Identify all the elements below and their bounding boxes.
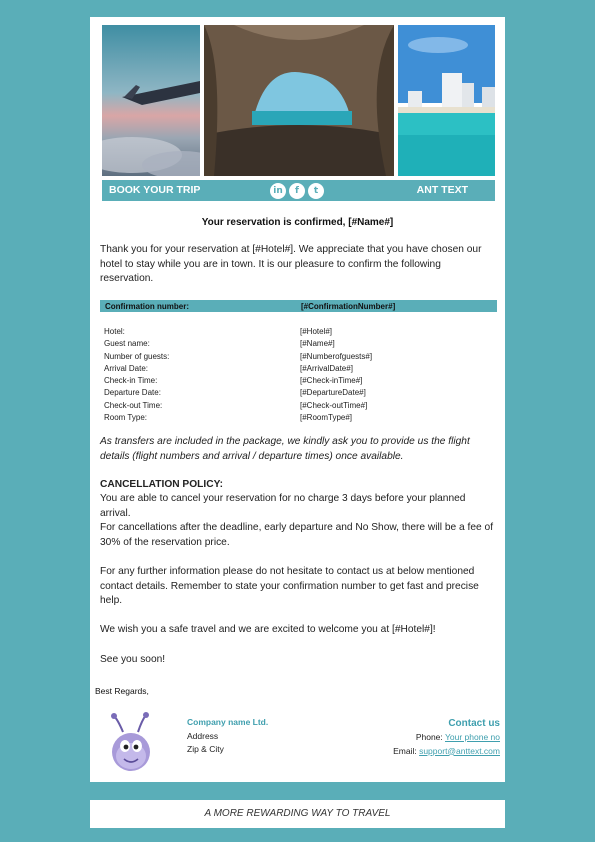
wish-text: We wish you a safe travel and we are excited to welcome you at [#Hotel#]! <box>100 624 436 635</box>
cancellation-policy-line-1: You are able to cancel your reservation for no charge 3 days before your planned arrival. <box>100 493 466 519</box>
cave-beach-photo <box>204 25 394 176</box>
hero-bar <box>102 180 495 201</box>
phone-link[interactable]: Your phone no <box>445 731 500 742</box>
detail-label: Departure Date: <box>104 388 161 398</box>
ant-text-link[interactable]: ANT TEXT <box>416 184 468 196</box>
company-zip-city: Zip & City <box>187 744 224 754</box>
cancellation-policy-title: CANCELLATION POLICY: <box>100 479 223 490</box>
linkedin-icon[interactable]: in <box>270 183 286 199</box>
detail-row <box>104 400 494 412</box>
detail-row <box>104 387 494 399</box>
confirmation-value: [#ConfirmationNumber#] <box>301 302 396 311</box>
detail-label: Room Type: <box>104 413 147 423</box>
see-you-text: See you soon! <box>100 654 166 665</box>
cancellation-policy-line-2: For cancellations after the deadline, early departure and No Show, there will be a fee of 30% of the reservation price. <box>100 522 494 548</box>
book-your-trip-link[interactable]: BOOK YOUR TRIP <box>109 184 201 196</box>
detail-label: Check-out Time: <box>104 400 163 410</box>
detail-value: [#Numberofguests#] <box>300 351 373 361</box>
contact-email-row <box>393 745 500 759</box>
email-label: Email: <box>393 745 417 756</box>
intro-text: Thank you for your reservation at [#Hotel#]. We appreciate that you have chosen our hotel to stay while you are in town. It is our pleasure to confirm the following reservation. <box>100 244 482 284</box>
email-link[interactable]: support@anttext.com <box>419 745 500 756</box>
facebook-icon[interactable]: f <box>289 183 305 199</box>
detail-value: [#Check-outTime#] <box>300 400 368 410</box>
detail-value: [#DepartureDate#] <box>300 388 366 398</box>
social-icons <box>270 183 324 199</box>
email-card <box>90 17 505 782</box>
detail-value: [#ArrivalDate#] <box>300 363 353 373</box>
detail-label: Hotel: <box>104 327 125 336</box>
further-info-text: For any further information please do not hesitate to contact us at below mentioned contact details. Remember to state your confirmation number to get fast and precise help. <box>100 566 479 606</box>
phone-label: Phone: <box>415 731 443 742</box>
twitter-icon[interactable]: t <box>308 183 324 199</box>
reservation-details <box>104 326 494 424</box>
contact-title: Contact us <box>448 718 500 729</box>
detail-value: [#Check-inTime#] <box>300 376 363 386</box>
transfer-note: As transfers are included in the package, we kindly ask you to provide us the flight details (flight numbers and arrival / departure times) once available. <box>100 436 470 462</box>
detail-label: Guest name: <box>104 339 150 349</box>
detail-label: Arrival Date: <box>104 363 149 373</box>
detail-row <box>104 338 494 350</box>
airplane-wing-photo <box>102 25 200 176</box>
hero-banner <box>102 25 495 218</box>
detail-row <box>104 363 494 375</box>
confirmation-bar <box>100 300 497 312</box>
company-address: Address <box>187 730 219 741</box>
detail-value: [#Name#] <box>300 339 335 349</box>
regards-text: Best Regards, <box>95 686 149 696</box>
ant-mascot-logo <box>108 712 154 779</box>
detail-row <box>104 375 494 387</box>
detail-value: [#Hotel#] <box>300 327 333 336</box>
confirmation-label: Confirmation number: <box>105 302 189 311</box>
reservation-headline: Your reservation is confirmed, [#Name#] <box>201 217 394 228</box>
detail-row <box>104 326 494 338</box>
detail-row <box>104 412 494 424</box>
company-info <box>187 716 268 757</box>
detail-value: [#RoomType#] <box>300 413 353 423</box>
detail-label: Check-in Time: <box>104 376 158 386</box>
company-name: Company name Ltd. <box>187 717 269 727</box>
resort-beach-photo <box>398 25 495 176</box>
contact-phone-row <box>393 731 500 745</box>
contact-info <box>393 717 500 758</box>
detail-row <box>104 351 494 363</box>
footer-tagline: A MORE REWARDING WAY TO TRAVEL <box>90 800 505 828</box>
detail-label: Number of guests: <box>104 351 170 361</box>
